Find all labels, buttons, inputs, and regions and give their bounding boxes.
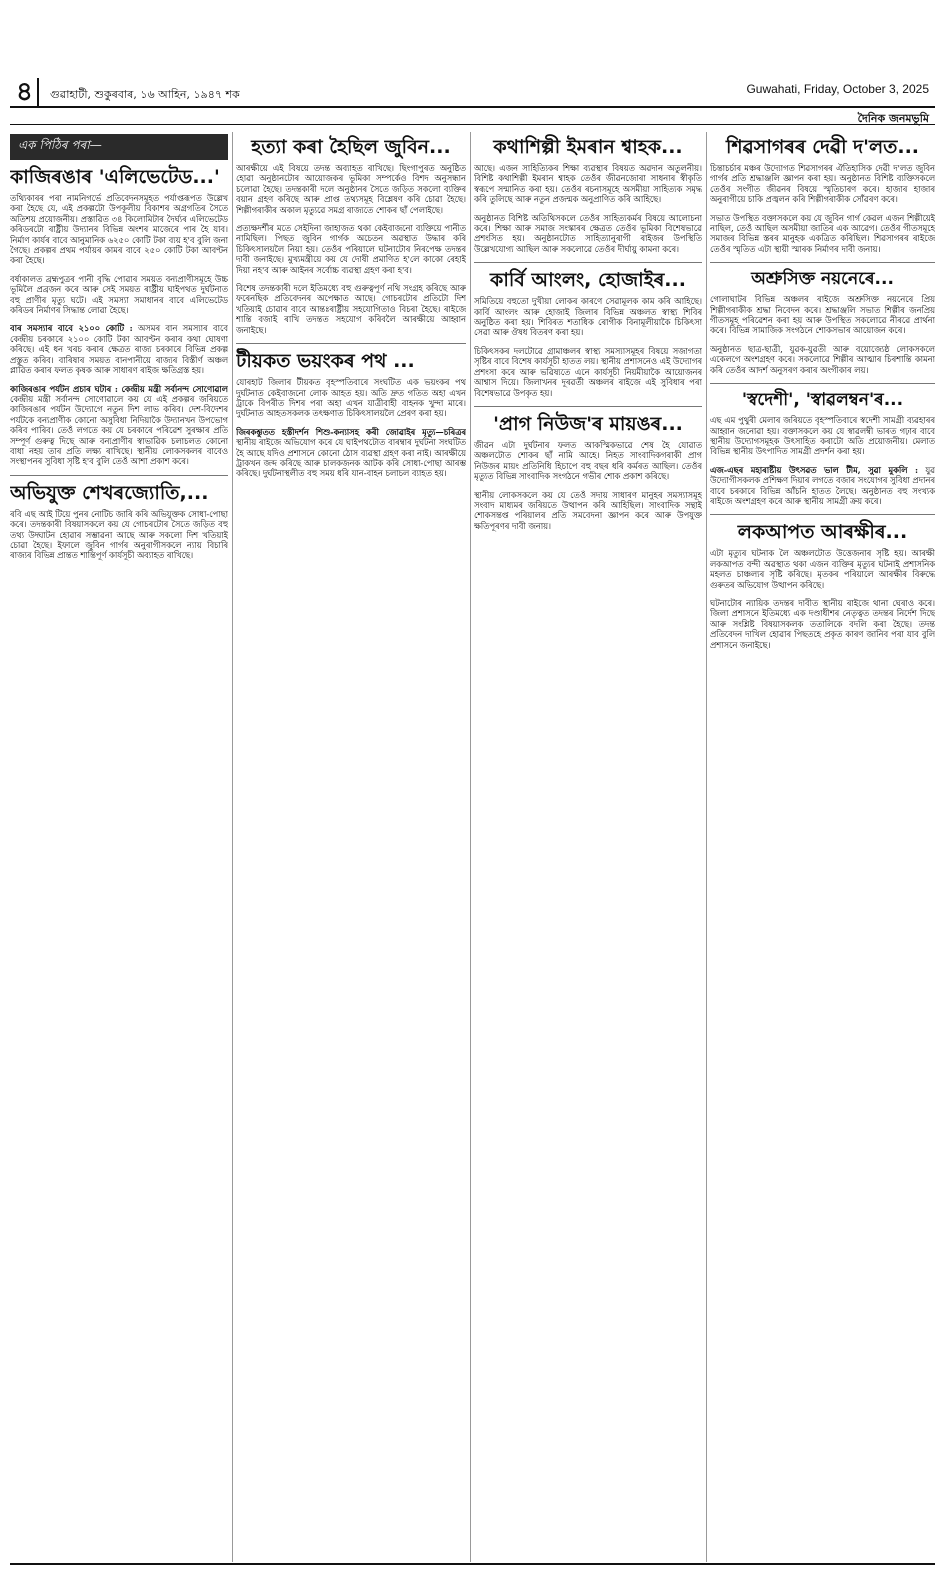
- article-paragraph: [10, 384, 228, 467]
- article-paragraph: প্ৰত্যক্ষদৰ্শীৰ মতে সেইদিনা জাহাজত থকা কেইবাজনো ব্যক্তিয়ে পানীত নামিছিল। পিছত জুবিন গাৰ্গক অচেতন অৱস্থাত উদ্ধাৰ কৰি চিকিৎসালয়লৈ নিয়া হয়। তেওঁৰ পৰিয়ালে ঘটনাটোৰ নিৰপেক্ষ তদন্তৰ দাবী জনাইছে। মুখ্যমন্ত্ৰীয়ে কয় যে দোষী প্ৰমাণিত হ'লে কাকো ৰেহাই দিয়া নহ'ব আৰু আইনৰ সৰ্বোচ্চ ব্যৱস্থা গ্ৰহণ কৰা হ'ব।: [236, 223, 466, 275]
- article-paragraph: আৰক্ষীয়ে এই বিষয়ে তদন্ত অব্যাহত ৰাখিছে। ছিংগাপুৰত অনুষ্ঠিত হোৱা অনুষ্ঠানটোৰ আয়োজকৰ ভূমিকা সম্পৰ্কেও বিশদ অনুসন্ধান চলোৱা হৈছে। তদন্তকাৰী দলে অনুষ্ঠানৰ সৈতে জড়িত সকলো ব্যক্তিৰ বয়ান গ্ৰহণ কৰিছে আৰু প্ৰাপ্ত তথ্যসমূহ বিশ্লেষণ কৰি চোৱা হৈছে। শিল্পীগৰাকীৰ অকাল মৃত্যুৱে সমগ্ৰ ৰাজ্যতে শোকৰ ছাঁ পেলাইছে।: [236, 163, 466, 215]
- article-paragraph: যোৰহাট জিলাৰ টীয়কত বৃহস্পতিবাৰে সংঘটিত এক ভয়ংকৰ পথ দুৰ্ঘটনাত কেইবাজনো লোক আহত হয়। অতি দ্ৰুত গতিত অহা এখন ট্ৰাকে বিপৰীত দিশৰ পৰা অহা এখন যাত্ৰীবাহী বাহনক খুন্দা মাৰে। দুৰ্ঘটনাত আহতসকলক তৎক্ষণাত চিকিৎসালয়লৈ প্ৰেৰণ কৰা হয়।: [236, 377, 466, 419]
- article-text: অসমৰ বান সমস্যাৰ বাবে কেন্দ্ৰীয় চৰকাৰে ২১০০ কোটি টকা আবণ্টন কৰাৰ কথা ঘোষণা কৰিছে। এই ধন খৰচ কৰাৰ ক্ষেত্ৰত ৰাজ্য চৰকাৰে বিভিন্ন প্ৰকল্প প্ৰস্তুত কৰিব। বাৰিষাৰ সময়ত বানপানীয়ে ৰাজ্যৰ বিস্তীৰ্ণ অঞ্চল প্লাৱিত কৰাৰ ফলত কৃষক আৰু সাধাৰণ ৰাইজ ক্ষতিগ্ৰস্ত হয়।: [10, 323, 228, 376]
- article-text: কেন্দ্ৰীয় মন্ত্ৰী সৰ্বানন্দ সোণোৱালে কয় যে এই প্ৰকল্পৰ জৰিয়তে কাজিৰঙাৰ পৰ্যটন উদ্যোগে নতুন দিশ লাভ কৰিব। দেশ-বিদেশৰ পৰ্যটকে বন্যপ্ৰাণীক কোনো অসুবিধা নিদিয়াকৈ উদ্যানখন উপভোগ কৰিব পাৰিব। তেওঁ লগতে কয় যে চৰকাৰে পৰিৱেশ সুৰক্ষাৰ প্ৰতি সম্পূৰ্ণ গুৰুত্ব দিছে আৰু বন্যপ্ৰাণীৰ স্বাভাৱিক চলাচলত কোনো বাধা নহয় তাৰ প্ৰতি লক্ষ্য ৰাখিছে। স্থানীয় লোকসকলৰ বাবেও সংস্থাপনৰ সুবিধা সৃষ্টি হ'ব বুলি তেওঁ আশা প্ৰকাশ কৰে।: [10, 393, 228, 467]
- headline-imran-shah: কথাশিল্পী ইমৰান শ্বাহক...: [493, 136, 683, 158]
- page-bottom-rule: [10, 1563, 935, 1565]
- article-paragraph: [236, 427, 466, 479]
- article-divider: [10, 475, 228, 476]
- masthead-rule-top: [10, 106, 935, 108]
- article-divider: [474, 406, 702, 407]
- subhead: বাৰ সমস্যাৰ বাবে ২১০০ কোটি :: [10, 323, 133, 334]
- article-paragraph: ঘটনাটোৰ ন্যায়িক তদন্তৰ দাবীত স্থানীয় ৰাইজে থানা ঘেৰাও কৰে। জিলা প্ৰশাসনে ইতিমধ্যে এক দণ্ডাধীশৰ নেতৃত্বত তদন্তৰ নিৰ্দেশ দিছে আৰু সংশ্লিষ্ট বিষয়াসকলক ততালিকে বদলি কৰা হৈছে। তদন্ত প্ৰতিবেদন দাখিল হোৱাৰ পিছতহে প্ৰকৃত কাৰণ জানিব পৰা যাব বুলি প্ৰশাসনে জনাইছে।: [710, 597, 935, 650]
- article-divider: [710, 383, 935, 384]
- headline-zubeen: হত্যা কৰা হৈছিল জুবিন...: [251, 136, 451, 158]
- headline-tearful: অশ্ৰুসিক্ত নয়নেৰে...: [751, 269, 894, 290]
- subhead: জিৰকশ্তুতত হস্তীদৰ্শন শিশু-কন্যাসহ কৰী জোৱাইৰ মৃত্যু—চৰিত্ৰৰ: [236, 426, 466, 437]
- article-paragraph: জীৱন এটা দুৰ্ঘটনাৰ ফলত আকস্মিকভাৱে শেষ হৈ যোৱাত অঞ্চলটোত শোকৰ ছাঁ নামি আহে। নিহত সাংবাদিকগৰাকী প্ৰাগ নিউজৰ মায়ং প্ৰতিনিধি হিচাপে বহু বছৰ ধৰি কৰ্মৰত আছিল। তেওঁৰ মৃত্যুত বিভিন্ন সাংবাদিক সংগঠনে গভীৰ শোক প্ৰকাশ কৰিছে।: [474, 439, 702, 482]
- article-paragraph: আছে। এজন সাহিত্যিকৰ শিক্ষা ব্যৱস্থাৰ বিষয়ত অৱদান অতুলনীয়। বিশিষ্ট কথাশিল্পী ইমৰান শ্বাহক তেওঁৰ জীৱনজোৰা সাধনাৰ স্বীকৃতি স্বৰূপে সন্মানিত কৰা হয়। তেওঁৰ ৰচনাসমূহে অসমীয়া সাহিত্যক সমৃদ্ধ কৰি তুলিছে আৰু নতুন প্ৰজন্মক অনুপ্ৰাণিত কৰি আহিছে।: [474, 163, 702, 205]
- article-divider: [710, 514, 935, 515]
- article-divider: [236, 343, 466, 344]
- article-paragraph: এটা মৃত্যুৰ ঘটনাক লৈ অঞ্চলটোত উত্তেজনাৰ সৃষ্টি হয়। আৰক্ষী লকআপত বন্দী অৱস্থাত থকা এজন ব্যক্তিৰ মৃত্যুৰ ঘটনাই প্ৰশাসনিক মহলত চাঞ্চল্যৰ সৃষ্টি কৰিছে। মৃতকৰ পৰিয়ালে আৰক্ষীৰ বিৰুদ্ধে গুৰুতৰ অভিযোগ উত্থাপন কৰিছে।: [710, 548, 935, 590]
- column-divider: [232, 132, 233, 1562]
- column-1: [10, 132, 228, 1562]
- article-paragraph: বৰ্ষাকালত ব্ৰহ্মপুত্ৰৰ পানী বৃদ্ধি পোৱাৰ সময়ত বন্যপ্ৰাণীসমূহে উচ্চ ভূমিলৈ প্ৰব্ৰজন কৰে আৰু সেই সময়ত ৰাষ্ট্ৰীয় ঘাইপথত দুৰ্ঘটনাত বহু প্ৰাণীৰ মৃত্যু ঘটে। এই সমস্যা সমাধানৰ বাবে এলিভেটেড কৰিডৰ নিৰ্মাণৰ সিদ্ধান্ত লোৱা হৈছে।: [10, 273, 228, 316]
- article-paragraph: স্থানীয় লোকসকলে কয় যে তেওঁ সদায় সাধাৰণ মানুহৰ সমস্যাসমূহ সংবাদ মাধ্যমৰ জৰিয়তে উত্থাপন কৰি আহিছিল। সাংবাদিক সন্থাই শোকসন্তপ্ত পৰিয়ালৰ প্ৰতি সমবেদনা জ্ঞাপন কৰে আৰু উপযুক্ত ক্ষতিপূৰণৰ দাবী জনায়।: [474, 489, 702, 531]
- headline-sivasagar: শিৱসাগৰৰ দেৱী দ'লত...: [725, 136, 920, 158]
- column-2: [236, 132, 466, 1562]
- headline-prag-news: 'প্ৰাগ নিউজ'ৰ মায়ঙৰ...: [493, 412, 683, 435]
- continuation-kicker: এক পিঠিৰ পৰা—: [10, 134, 228, 160]
- article-paragraph: অনুষ্ঠানত বিশিষ্ট অতিথিসকলে তেওঁৰ সাহিত্যকৰ্মৰ বিষয়ে আলোচনা কৰে। শিক্ষা আৰু সমাজ সংস্কাৰৰ ক্ষেত্ৰত তেওঁৰ ভূমিকা বিশেষভাৱে প্ৰশংসিত হয়। অনুষ্ঠানটোত সাহিত্যানুৰাগী ৰাইজৰ উপস্থিতি উল্লেখযোগ্য আছিল আৰু সকলোৱে তেওঁৰ দীৰ্ঘায়ু কামনা কৰে।: [474, 212, 702, 254]
- headline-teok: টীয়কত ভয়ংকৰ পথ ...: [236, 350, 415, 373]
- article-text: স্থানীয় ৰাইজে অভিযোগ কৰে যে ঘাইপথটোত বাৰম্বাৰ দুৰ্ঘটনা সংঘটিত হৈ আছে যদিও প্ৰশাসনে কোনো ঠোস ব্যৱস্থা গ্ৰহণ কৰা নাই। আৰক্ষীয়ে ট্ৰাকখন জব্দ কৰিছে আৰু চালকজনক আটক কৰি সোধা-পোছা আৰম্ভ কৰিছে। দুৰ্ঘটনাস্থলীত বহু সময় ধৰি যান-বাহন চলাচল ব্যাহত হয়।: [236, 437, 466, 479]
- article-paragraph: চিন্তাচৰ্চাৰ মঞ্চৰ উদ্যোগত শিৱসাগৰৰ ঐতিহাসিক দেৱী দ'লত জুবিন গাৰ্গৰ প্ৰতি শ্ৰদ্ধাঞ্জলি জ্ঞাপন কৰা হয়। অনুষ্ঠানত বিশিষ্ট ব্যক্তিসকলে তেওঁৰ সংগীত জীৱনৰ বিষয়ে স্মৃতিচাৰণ কৰে। হাজাৰ হাজাৰ অনুৰাগীয়ে চাকি প্ৰজ্বলন কৰি শিল্পীগৰাকীক সোঁৱৰণ কৰে।: [710, 163, 935, 205]
- page-number: ৪: [16, 78, 39, 106]
- column-3: [474, 132, 702, 1562]
- headline-karbi-anglong: কাৰ্বি আংলং, হোজাইৰ...: [490, 269, 686, 292]
- article-paragraph: সভাত উপস্থিত বক্তাসকলে কয় যে জুবিন গাৰ্গ কেৱল এজন শিল্পীয়েই নাছিল, তেওঁ আছিল অসমীয়া জাতিৰ এক আৱেগ। তেওঁৰ গীতসমূহে সমাজৰ বিভিন্ন স্তৰৰ মানুহক একত্ৰিত কৰিছিল। শিৱসাগৰৰ ৰাইজে তেওঁৰ স্মৃতিত এটা স্থায়ী স্মাৰক নিৰ্মাণৰ দাবী জনায়।: [710, 212, 935, 254]
- masthead: [10, 70, 935, 126]
- article-paragraph: তথ্যিকাৰৰ পৰা নামনিগৰ্ভে প্ৰতিবেদনসমূহত পৰ্যাপ্তৰূপত উল্লেখ কৰা হৈছে যে, এই প্ৰকল্পটো উপকূলীয় বিকাশৰ অগ্ৰগতিৰ সৈতে অতিশয় প্ৰয়োজনীয়। প্ৰস্তাৱিত ৩৪ কিলোমিটাৰ দৈৰ্ঘ্যৰ এলিভেটেড কৰিডৰটো ৰাষ্ট্ৰীয় উদ্যানৰ বিভিন্ন অংশৰ মাজেৰে পাৰ হৈ যাব। নিৰ্মাণ কাৰ্যৰ বাবে আনুমানিক ৬২৫০ কোটি টকা ব্যয় হ'ব বুলি জনা গৈছে। প্ৰকল্পৰ প্ৰথম পৰ্যায়ৰ কামৰ বাবে ২৫০ কোটি টকা আবণ্টন কৰা হৈছে।: [10, 193, 228, 266]
- article-paragraph: অনুষ্ঠানত ছাত্ৰ-ছাত্ৰী, যুৱক-যুৱতী আৰু বয়োজ্যেষ্ঠ লোকসকলে একেলগে অংশগ্ৰহণ কৰে। সকলোৱে শিল্পীৰ আত্মাৰ চিৰশান্তি কামনা কৰি তেওঁৰ আদৰ্শ অনুসৰণ কৰাৰ অংগীকাৰ লয়।: [710, 343, 935, 375]
- headline-lockup: লকআপত আৰক্ষীৰ...: [737, 521, 908, 544]
- article-paragraph: [710, 465, 935, 507]
- column-divider: [706, 132, 707, 1562]
- paper-name: দৈনিক জনমভূমি: [857, 112, 929, 125]
- masthead-rule-bottom: [10, 124, 935, 125]
- article-paragraph: এছ এম পুথুৰী মেলাৰ জৰিয়তে বৃহস্পতিবাৰে স্বদেশী সামগ্ৰী ব্যৱহাৰৰ আহ্বান জনোৱা হয়। বক্তাসকলে কয় যে স্বাৱলম্বী ভাৰত গঢ়াৰ বাবে স্থানীয় উদ্যোগসমূহক উৎসাহিত কৰাটো অতি প্ৰয়োজনীয়। মেলাত বিভিন্ন স্থানীয় উৎপাদিত সামগ্ৰী প্ৰদৰ্শন কৰা হয়।: [710, 415, 935, 457]
- article-paragraph: চিকিৎসকৰ দলটোৱে গ্ৰামাঞ্চলৰ স্বাস্থ্য সমস্যাসমূহৰ বিষয়ে সজাগতা সৃষ্টিৰ বাবে বিশেষ কাৰ্যসূচী হাতত লয়। স্থানীয় প্ৰশাসনেও এই উদ্যোগৰ প্ৰশংসা কৰে আৰু ভৱিষ্যতে এনে কাৰ্যসূচী নিয়মীয়াকৈ আয়োজনৰ আশ্বাস দিয়ে। জিলাখনৰ দূৰৱৰ্তী অঞ্চলৰ ৰাইজে এই সুবিধাৰ পৰা বিশেষভাৱে উপকৃত হয়।: [474, 345, 702, 398]
- article-paragraph: [10, 323, 228, 375]
- headline-swadeshi: 'স্বদেশী', 'স্বাৱলম্বন'ৰ...: [741, 390, 904, 411]
- article-divider: [710, 262, 935, 263]
- article-paragraph: গোলাঘাটৰ বিভিন্ন অঞ্চলৰ ৰাইজে অশ্ৰুসিক্ত নয়নেৰে প্ৰিয় শিল্পীগৰাকীক শ্ৰদ্ধা নিবেদন কৰে। শ্ৰদ্ধাঞ্জলি সভাত শিল্পীৰ জনপ্ৰিয় গীতসমূহ পৰিৱেশন কৰা হয় আৰু উপস্থিত সকলোৱে নীৰৱে প্ৰাৰ্থনা কৰে। বিভিন্ন সামাজিক সংগঠনে শোকসভাৰ আয়োজন কৰে।: [710, 294, 935, 336]
- article-paragraph: সমিতিয়ে বহুতো দুখীয়া লোকৰ কাৰণে সেৱামূলক কাম কৰি আহিছে। কাৰ্বি আংলং আৰু হোজাই জিলাৰ বিভিন্ন অঞ্চলত স্বাস্থ্য শিবিৰ অনুষ্ঠিত কৰা হয়। শিবিৰত শতাধিক ৰোগীক বিনামূলীয়াকৈ চিকিৎসা সেৱা আৰু ঔষধ বিতৰণ কৰা হয়।: [474, 296, 702, 338]
- date-english: Guwahati, Friday, October 3, 2025: [746, 82, 929, 96]
- headline-kaziranga: কাজিৰঙাৰ 'এলিভেটেড...': [10, 166, 220, 188]
- column-divider: [470, 132, 471, 1562]
- article-divider: [474, 262, 702, 263]
- subhead: কাজিৰঙাৰ পৰ্যটন প্ৰচাৰ ঘটাৰ : কেন্দ্ৰীয় মন্ত্ৰী সৰ্বানন্দ সোণোৱাল: [10, 383, 228, 394]
- headline-accused: অভিযুক্ত শেখৰজ্যোতি,...: [10, 481, 209, 504]
- column-4: [710, 132, 935, 1562]
- subhead: এজ-এছৰ মহাৰাষ্টীয় উৎসৱত ভাল টীম, সুৱা মুকলি :: [710, 464, 919, 475]
- article-text: যুৱ উদ্যোগীসকলক প্ৰশিক্ষণ দিয়াৰ লগতে বজাৰ সংযোগৰ সুবিধা প্ৰদানৰ বাবে চৰকাৰে বিভিন্ন আঁচনি হাতত লৈছে। অনুষ্ঠানত বহু সংখ্যক ৰাইজে অংশগ্ৰহণ কৰে আৰু স্থানীয় সামগ্ৰী ক্ৰয় কৰে।: [710, 464, 935, 506]
- date-assamese: গুৱাহাটী, শুকুৰবাৰ, ১৬ আহিন, ১৯৪৭ শক: [50, 88, 240, 101]
- article-paragraph: ৰবি এছ আই টিয়ে পুনৰ নোটিচ জাৰি কৰি অভিযুক্তক সোধা-পোছা কৰে। তদন্তকাৰী বিষয়াসকলে কয় যে গোচৰটোৰ সৈতে জড়িত বহু তথ্য উদ্ঘাটন হোৱাৰ সম্ভাৱনা আছে আৰু সকলো দিশ খতিয়াই চোৱা হৈছে। ইফালে জুবিন গাৰ্গৰ অনুৰাগীসকলে ন্যায় বিচাৰি ৰাজ্যৰ বিভিন্ন প্ৰান্তত শান্তিপূৰ্ণ কাৰ্যসূচী অব্যাহত ৰাখিছে।: [10, 508, 228, 561]
- article-paragraph: বিশেষ তদন্তকাৰী দলে ইতিমধ্যে বহু গুৰুত্বপূৰ্ণ নথি সংগ্ৰহ কৰিছে আৰু ফৰেনছিক প্ৰতিবেদনৰ অপেক্ষাত আছে। গোচৰটোৰ প্ৰতিটো দিশ খতিয়াই চোৱাৰ বাবে আন্তঃৰাষ্ট্ৰীয় সহযোগিতাও বিচৰা হৈছে। ৰাইজে শান্তি বজাই ৰাখি তদন্তত সহযোগ কৰিবলৈ আৰক্ষীয়ে আহ্বান জনাইছে।: [236, 283, 466, 335]
